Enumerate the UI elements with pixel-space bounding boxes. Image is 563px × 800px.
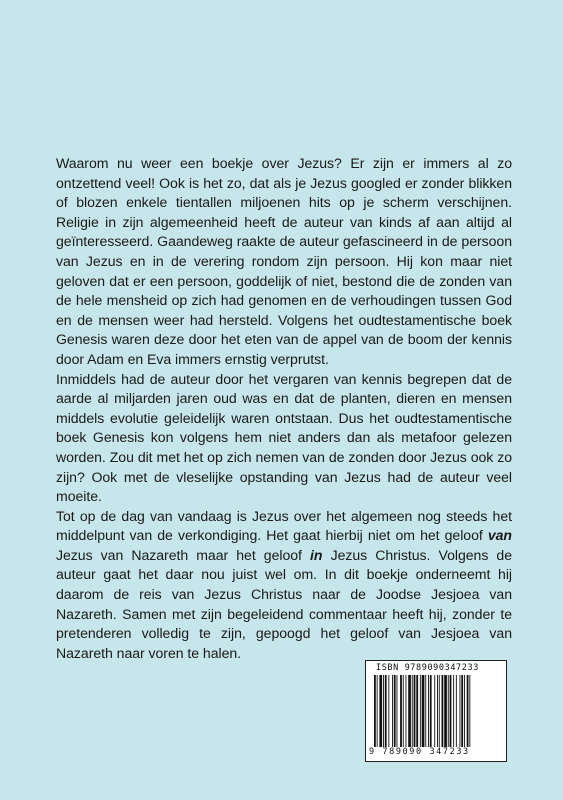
barcode-bar — [408, 675, 411, 747]
barcode-bar — [469, 675, 470, 747]
barcode-bar — [374, 675, 376, 747]
blurb-p3-text-1: Tot op de dag van vandaag is Jezus over het algemeen nog steeds het middelpunt van de verkondiging. Het gaat hierbij niet om het geloof — [56, 507, 512, 544]
barcode-bar — [416, 675, 418, 747]
barcode-bar — [450, 675, 452, 747]
barcode-bar — [412, 675, 413, 747]
barcode-bar — [464, 675, 465, 747]
barcode-bar — [379, 675, 382, 747]
barcode-bar — [453, 675, 454, 747]
isbn-digits: 9 789090 347233 — [369, 747, 470, 757]
barcode-bar — [456, 675, 457, 747]
barcode-bar — [437, 675, 438, 747]
barcode-bar — [430, 675, 432, 747]
barcode-bar — [406, 675, 407, 747]
barcode-bar — [422, 675, 425, 747]
barcode-bar — [388, 675, 389, 747]
isbn-label: ISBN 9789090347233 — [376, 663, 479, 673]
barcode-bars — [372, 675, 502, 747]
barcode-bar — [467, 675, 469, 747]
barcode-bar — [444, 675, 447, 747]
blurb-paragraph-3 — [56, 507, 512, 664]
barcode-bar — [442, 675, 444, 747]
barcode-bar — [385, 675, 387, 747]
barcode-bar — [397, 675, 398, 747]
barcode-bar — [439, 675, 440, 747]
barcode-bar — [403, 675, 404, 747]
blurb-p3-text-2: Jezus van Nazareth maar het geloof — [56, 546, 311, 563]
barcode-bar — [392, 675, 393, 747]
barcode-bar — [394, 675, 396, 747]
barcode-bar — [434, 675, 435, 747]
blurb-paragraph-1: Waarom nu weer een boekje over Jezus? Er zijn er immers al zo ontzettend veel! Ook is het zo, dat als je Jezus googled er zonder blikken of blozen enkele tientallen miljoenen hits op je scherm verschijnen. Religie in zijn algemeenheid heeft de auteur van kinds af aan altijd al geïnteresseerd. Gaandeweg raakte de auteur gefascineerd in de persoon van Jezus en in de verering rondom zijn persoon. Hij kon maar niet geloven dat er een persoon, goddelijk of niet, bestond die de zonden van de hele mensheid op zich had genomen en de verhoudingen tussen God en de mensen weer had hersteld. Volgens het oudtestamentische boek Genesis waren deze door het eten van de appel van de boom der kennis door Adam en Eva immers ernstig verprutst. — [56, 155, 512, 367]
barcode-bar — [383, 675, 384, 747]
barcode-bar — [460, 675, 461, 747]
barcode-bar — [414, 675, 416, 747]
barcode-bar — [425, 675, 426, 747]
barcode-bar — [461, 675, 463, 747]
isbn-barcode — [365, 660, 507, 762]
blurb-paragraph-2: Inmiddels had de auteur door het vergaren van kennis begrepen dat de aarde al miljarden jaren oud was en dat de planten, dieren en mensen middels evolutie geleidelijk waren ontstaan. Dus het oudtestamentische boek Genesis kon volgens hem niet anders dan als metafoor gelezen worden. Zou dit met het op zich nemen van de zonden door Jezus ook zo zijn? Ook met de vleselijke opstanding van Jezus had de auteur veel moeite. — [56, 370, 512, 505]
barcode-bar — [428, 675, 429, 747]
back-cover-blurb — [56, 154, 512, 663]
blurb-p3-text-3: Jezus Christus. Volgens de auteur gaat het daar nou juist wel om. In dit boekje onderneemt hij daarom de reis van Jezus Christus naar de Joodse Jesjoea van Nazareth. Samen met zijn begeleidend commentaar heeft hij, zonder te pretenderen volledig te zijn, gepoogd het geloof van Jesjoea van Nazareth naar voren te halen. — [56, 546, 512, 661]
barcode-bar — [420, 675, 421, 747]
emphasis-in: in — [310, 546, 323, 563]
barcode-bar — [448, 675, 449, 747]
barcode-bar — [400, 675, 402, 747]
barcode-bar — [377, 675, 378, 747]
emphasis-van: van — [487, 527, 512, 544]
